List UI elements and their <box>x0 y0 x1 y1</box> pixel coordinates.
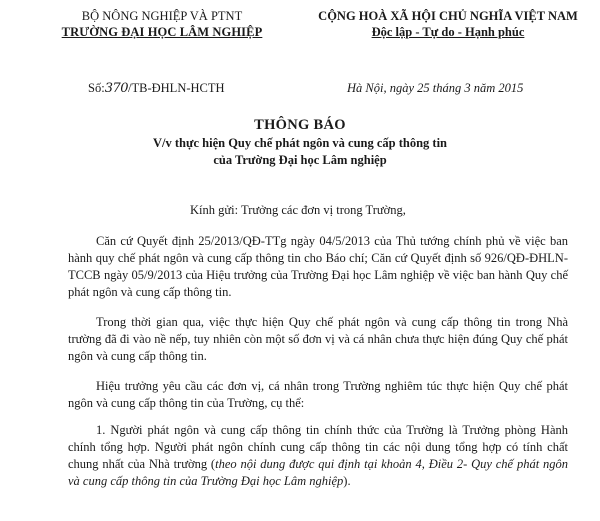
item-1-end: ). <box>343 474 351 488</box>
subject-line-2: của Trường Đại học Lâm nghiệp <box>213 153 387 167</box>
item-1-text: 1. Người phát ngôn và cung cấp thông tin chính thức của Trường là Trưởng phòng Hành chính tổng hợp. Người phát ngôn chính cung cấp thông tin các nội dung tổng hợp có tính chất chung nhất của Nhà trường ( <box>68 423 568 471</box>
paragraph-situation: Trong thời gian qua, việc thực hiện Quy chế phát ngôn và cung cấp thông tin trong Nhà trường đã đi vào nề nếp, tuy nhiên còn một số đơn vị và cá nhân chưa thực hiện đúng Quy chế phát ngôn và cung cấp thông tin. <box>68 315 568 363</box>
paragraph-item-1 <box>68 422 568 490</box>
national-header-block <box>298 8 598 40</box>
document-title: THÔNG BÁO <box>254 117 346 133</box>
university-name: TRƯỜNG ĐẠI HỌC LÂM NGHIỆP <box>61 25 263 39</box>
document-number <box>88 81 225 96</box>
document-number-suffix: /TB-ĐHLN-HCTH <box>128 81 225 95</box>
document-subject <box>120 135 480 169</box>
issuing-authority-block <box>52 8 272 40</box>
paragraph-legal-basis: Căn cứ Quyết định 25/2013/QĐ-TTg ngày 04/5/2013 của Thủ tướng chính phủ về việc ban hành quy chế phát ngôn và cung cấp thông tin cho Báo chí; Căn cứ Quyết định số 926/QĐ-ĐHLN-TCCB ngày 05/9/2013 của Hiệu trưởng của Trường Đại học Lâm nghiệp về việc ban hành Quy chế phát ngôn và cung cấp thông tin. <box>68 234 568 299</box>
national-motto: Độc lập - Tự do - Hạnh phúc <box>371 25 525 39</box>
document-number-prefix: Số: <box>88 81 105 95</box>
nation-name: CỘNG HOÀ XÃ HỘI CHỦ NGHĨA VIỆT NAM <box>318 9 578 23</box>
date-line: Hà Nội, ngày 25 tháng 3 năm 2015 <box>347 81 524 95</box>
item-1-italic-reference: theo nội dung được qui định tại khoản 4, Điều 2- Quy chế phát ngôn và cung cấp thông tin của Trường Đại học Lâm nghiệp <box>68 457 568 488</box>
recipient-line: Kính gửi: Trưởng các đơn vị trong Trường, <box>190 203 406 217</box>
handwritten-number: 370 <box>104 81 129 96</box>
ministry-name: BỘ NÔNG NGHIỆP VÀ PTNT <box>81 9 243 23</box>
paragraph-request: Hiệu trưởng yêu cầu các đơn vị, cá nhân trong Trường nghiêm túc thực hiện Quy chế phát ngôn và cung cấp thông tin của Trường, cụ thể: <box>68 379 568 410</box>
subject-line-1: V/v thực hiện Quy chế phát ngôn và cung cấp thông tin <box>152 136 447 150</box>
